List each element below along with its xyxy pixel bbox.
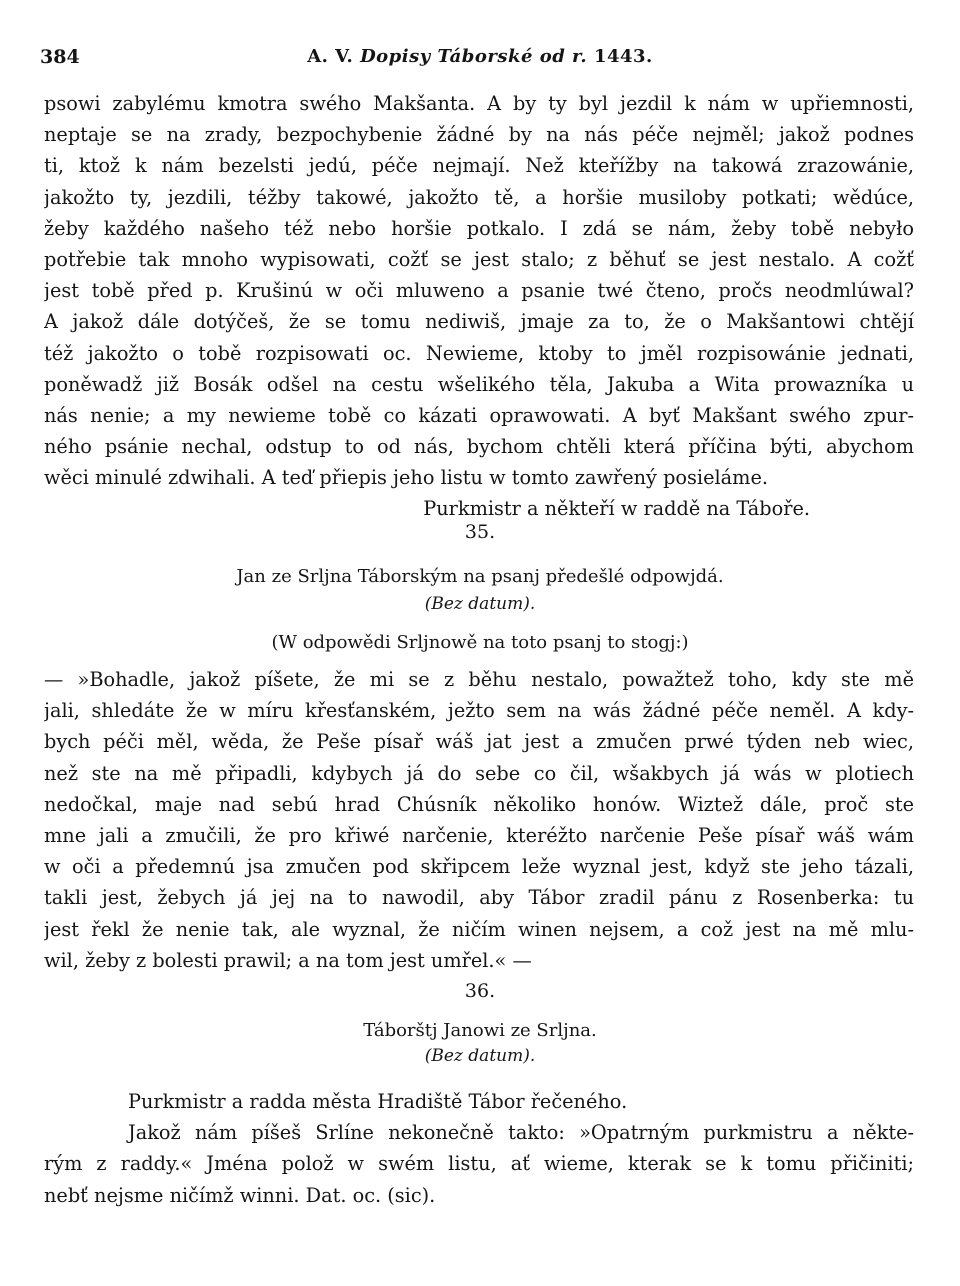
running-title-italic: Dopisy Táborské od r. [360,46,588,67]
text-line: jest řekl že nenie tak, ale wyznal, že ničím winen nejsem, a což jest na mě mlu- [44,917,914,941]
page-number: 384 [40,46,80,68]
text-line: nás nenie; a my newieme tobě co kázati oprawowati. A byť Makšant swého zpur- [44,403,914,427]
text-line: než ste na mě připadli, kdybych já do sebe co čil, wšakbych já wás w plotiech [44,761,914,785]
text-line: takli jest, žebych já jej na to nawodil, aby Tábor zradil pánu z Rosenberka: tu [44,886,914,910]
text-line: psowi zabylému kmotra swého Makšanta. A by ty byl jezdil k nám w upřiemnosti, [44,92,914,115]
text-line: žeby každého našeho též nebo horšie potkalo. I zdá se nám, žeby tobě nebyło [44,216,914,240]
text-line: též jakožto o tobě rozpisowati oc. Newieme, ktoby to jměl rozpisowánie jednati, [44,341,914,365]
text-line: w oči a předemnú jsa zmučen pod skřipcem leže wyznal jest, když ste jeho tázali, [44,855,914,879]
running-title-year: 1443. [593,46,653,67]
text-line: A jakož dále dotýčeš, že se tomu nediwiš, jmaje za to, že o Makšantowi chtějí [44,310,914,334]
date-note-36: (Bez datum). [424,1046,536,1066]
section-subtitle-35: (W odpowědi Srljnowě na toto psanj to stogj:) [271,632,689,653]
text-line: nebť nejsme ničímž winni. Dat. oc. (sic). [44,1183,436,1207]
text-line: jakožto ty, jezdili, téžby takowé, jakožto tě, a horšie musiloby potkati; wědúce, [44,185,914,209]
text-line: ného psánie nechal, odstup to od nás, bychom chtěli která příčina býti, abychom [44,435,914,459]
text-line: jali, shledáte že w míru křesťanském, ježto sem na wás žádné péče neměl. A kdy- [44,699,914,723]
text-line: rým z raddy.« Jména polož w swém listu, ať wieme, kterak se k tomu přičiniti; [44,1152,914,1176]
text-line: Jakož nám píšeš Srlíne nekonečně takto: »Opatrným purkmistru a někte- [128,1121,914,1145]
page-header [40,46,920,72]
text-line: bych péči měl, wěda, že Peše písař wáš jat jest a zmučen prwé týden neb wiec, [44,730,914,754]
date-note-35: (Bez datum). [424,594,536,614]
text-line: poněwadž již Bosák odšel na cestu wšelikého těla, Jakuba a Wita prowazníka u [44,372,914,396]
text-line: wěci minulé zdwihali. A teď přiepis jeho listu w tomto zawřený posieláme. [44,466,768,490]
text-line: — »Bohadle, jakož píšete, že mi se z běhu nestalo, powažtež toho, kdy ste mě [44,668,914,691]
text-line: mne jali a zmučili, že pro křiwé narčenie, kteréžto narčenie Peše písař wáš wám [44,823,914,847]
text-line: Purkmistr a radda města Hradiště Tábor řečeného. [128,1090,628,1113]
running-title-prefix: A. V. [307,46,354,67]
running-title [40,46,920,67]
section-34-continuation [44,88,914,525]
section-title-35: Jan ze Srljna Táborským na psanj předešlé odpowjdá. [236,566,724,587]
section-35-body [44,664,914,976]
signature: Purkmistr a někteří w raddě na Tábořе. [423,497,810,521]
text-line: jest tobě před p. Krušinú w oči mluweno a psanie twé čteno, pročs neodmlúwal? [44,279,914,303]
section-36-body [44,1086,914,1211]
text-line: potřebie tak mnoho wypisowati, cožť se jest stalo; z běhuť se jest nestalo. A cožť [44,247,914,271]
text-line: ti, ktož k nám bezelsti jedú, péče nejmají. Než kteřížby na takowá zrazowánie, [44,154,914,178]
text-line: nedočkal, maje nad sebú hrad Chúsník několiko honów. Wiztež dále, proč ste [44,792,914,816]
section-number-36: 36. [464,980,496,1002]
section-title-36: Táborštj Janowi ze Srljna. [363,1020,597,1041]
section-number-35: 35. [464,521,496,543]
text-line: wil, žeby z bolesti prawil; a na tom jest umřel.« — [44,948,532,972]
text-line: neptaje se na zrady, bezpochybenie žádné by na nás péče nejměl; jakož podnes [44,123,914,147]
